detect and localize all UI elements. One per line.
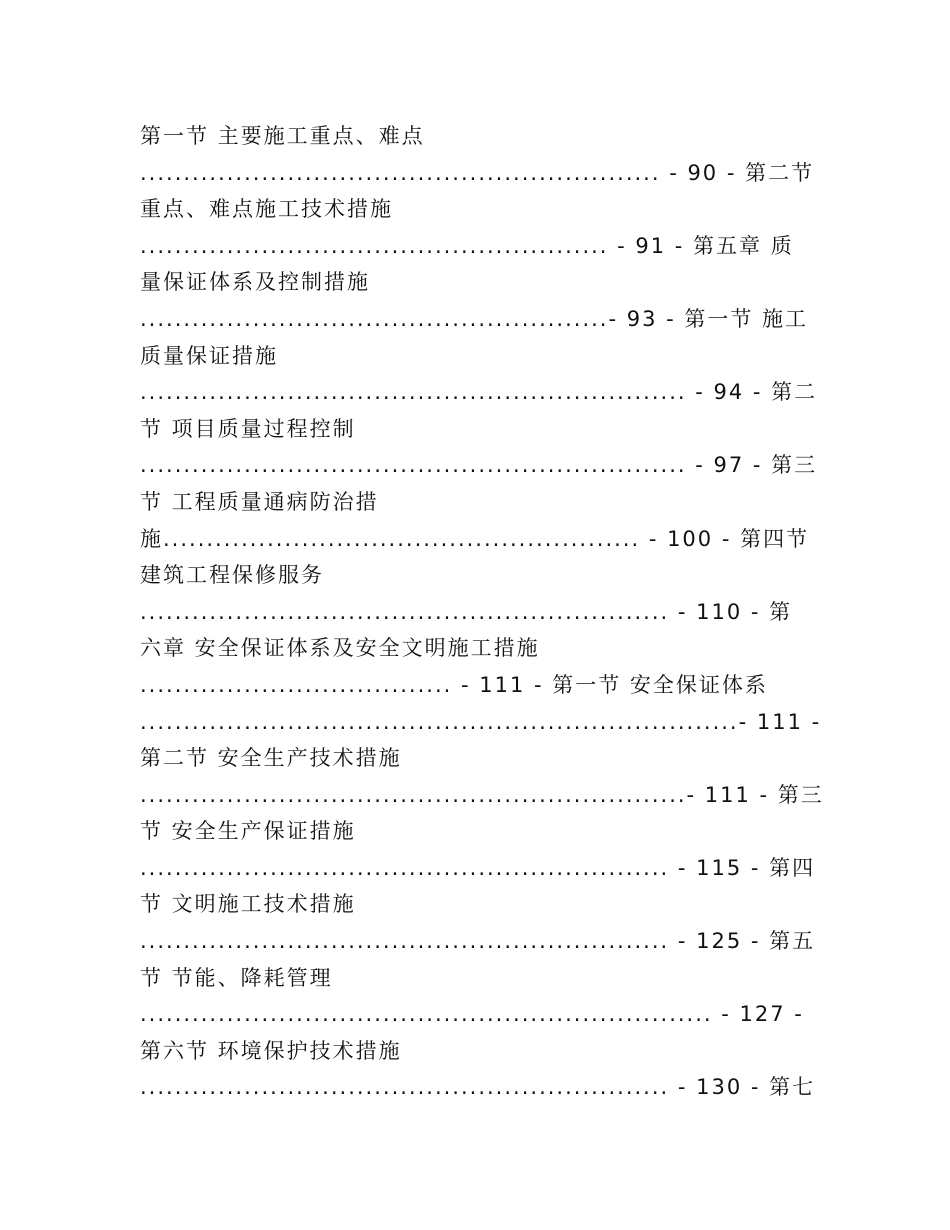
toc-line: 节 工程质量通病防治措 (140, 489, 379, 514)
toc-line: .................................... - 111 - 第一节 安全保证体系 (140, 672, 768, 697)
toc-line: ............................................................... - 94 - 第二 (140, 380, 818, 405)
toc-line: ............................................................. - 130 - 第七 (140, 1075, 816, 1100)
toc-line: ...............................................................- 111 - 第三 (140, 782, 824, 807)
toc-line: ......................................................- 93 - 第一节 施工 (140, 306, 809, 331)
toc-line: 量保证体系及控制措施 (140, 270, 370, 295)
toc-line: ............................................................. - 125 - 第五 (140, 929, 816, 954)
toc-line: 六章 安全保证体系及安全文明施工措施 (140, 636, 540, 661)
toc-line: 节 项目质量过程控制 (140, 416, 356, 441)
toc-line: ............................................................. - 115 - 第四 (140, 855, 816, 880)
toc-line: 重点、难点施工技术措施 (140, 197, 393, 222)
toc-line: 建筑工程保修服务 (140, 563, 324, 588)
table-of-contents (140, 118, 830, 1106)
toc-line: .................................................................. - 127 - (140, 1002, 804, 1027)
toc-line: ............................................................ - 90 - 第二节 (140, 160, 815, 185)
toc-line: ...................................................... - 91 - 第五章 质 (140, 233, 794, 258)
toc-line: 节 节能、降耗管理 (140, 965, 333, 990)
toc-line: 施....................................................... - 100 - 第四节 (140, 526, 810, 551)
toc-line: ............................................................... - 97 - 第三 (140, 453, 818, 478)
toc-line: 第六节 环境保护技术措施 (140, 1038, 402, 1063)
toc-line: 第二节 安全生产技术措施 (140, 746, 402, 771)
toc-line: 节 文明施工技术措施 (140, 892, 356, 917)
toc-line: .....................................................................- 111 - (140, 709, 822, 734)
toc-line: 节 安全生产保证措施 (140, 819, 356, 844)
toc-line: ............................................................. - 110 - 第 (140, 599, 793, 624)
toc-line: 质量保证措施 (140, 343, 278, 368)
toc-line: 第一节 主要施工重点、难点 (140, 124, 425, 148)
